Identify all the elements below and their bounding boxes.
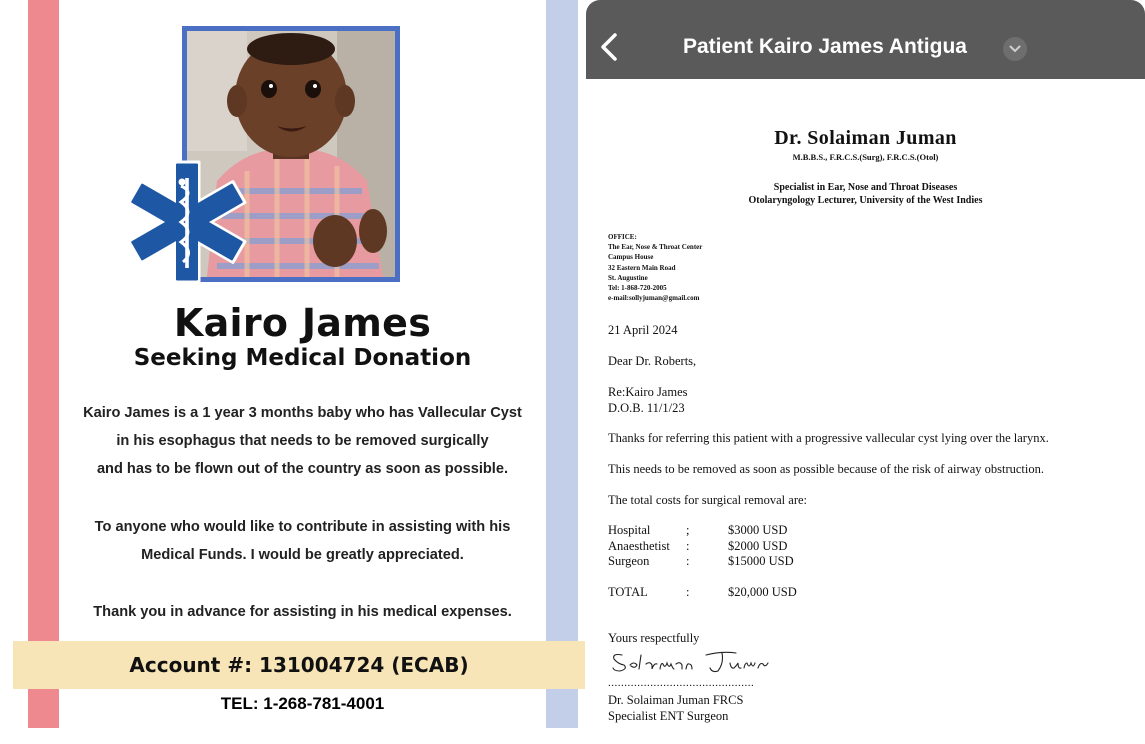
- body-line: To anyone who would like to contribute in assisting with his: [94, 519, 511, 535]
- total-cost-table: [608, 585, 797, 601]
- office-line: 32 Eastern Main Road: [608, 263, 676, 272]
- appeal-paragraph: [59, 513, 546, 569]
- office-line: Tel: 1-868-720-2005: [608, 284, 667, 293]
- cost-separator: :: [686, 554, 690, 568]
- letter-date: 21 April 2024: [608, 323, 678, 337]
- closing: Yours respectfully: [608, 631, 700, 645]
- letter-paragraph: Thanks for referring this patient with a progressive vallecular cyst lying over the larynx.: [608, 431, 1049, 445]
- chevron-down-icon: [1009, 45, 1021, 53]
- total-amount: $20,000 USD: [728, 585, 797, 599]
- letter-paragraph: The total costs for surgical removal are:: [608, 493, 808, 507]
- cost-amount: $2000 USD: [728, 538, 788, 553]
- office-line: OFFICE:: [608, 233, 637, 241]
- donation-subtitle: Seeking Medical Donation: [133, 345, 472, 371]
- telephone-number: TEL: 1-268-781-4001: [220, 694, 385, 713]
- body-line: Kairo James is a 1 year 3 months baby who has Vallecular Cyst: [83, 405, 522, 421]
- office-line: St. Augustine: [608, 273, 648, 282]
- star-of-life-icon: [122, 160, 252, 284]
- document-viewer: [586, 0, 1145, 744]
- office-line: Campus House: [608, 253, 654, 262]
- regarding-line: Re:Kairo James: [608, 385, 688, 399]
- letter-paragraph: This needs to be removed as soon as possible because of the risk of airway obstruction.: [608, 462, 1045, 476]
- back-arrow-icon: [599, 32, 619, 62]
- total-separator: :: [686, 585, 690, 599]
- account-number-banner: Account #: 131004724 (ECAB): [13, 641, 585, 689]
- referral-letter: [586, 79, 1145, 744]
- cost-separator: :: [686, 538, 690, 553]
- body-line: Medical Funds. I would be greatly appreciated.: [141, 547, 464, 563]
- signature-line: .............................................: [608, 677, 755, 689]
- back-button[interactable]: [594, 28, 624, 66]
- salutation: Dear Dr. Roberts,: [608, 354, 697, 368]
- title-menu-button[interactable]: [1003, 37, 1027, 61]
- date-of-birth: D.O.B. 11/1/23: [608, 401, 685, 415]
- viewer-titlebar: [586, 0, 1145, 79]
- cost-row: [608, 523, 794, 539]
- cost-separator: ;: [686, 523, 690, 537]
- total-label: TOTAL: [608, 585, 648, 599]
- condition-paragraph: [59, 399, 546, 483]
- document-title: Patient Kairo James Antigua: [683, 35, 967, 58]
- office-line: e-mail:sollyjuman@gmail.com: [608, 294, 700, 303]
- total-row: [608, 585, 797, 601]
- patient-name-heading: Kairo James: [173, 301, 432, 345]
- cost-row: [608, 554, 794, 570]
- cost-table: [608, 523, 794, 570]
- signatory-title: Specialist ENT Surgeon: [608, 709, 729, 723]
- doctor-specialty: Specialist in Ear, Nose and Throat Diseases: [773, 182, 958, 193]
- blue-border-stripe: [546, 0, 578, 728]
- cost-label: Surgeon: [608, 554, 650, 568]
- cost-amount: $15000 USD: [728, 554, 794, 568]
- doctor-lectureship: Otolaryngology Lecturer, University of the West Indies: [748, 195, 983, 206]
- cost-label: Anaesthetist: [608, 538, 670, 553]
- office-line: The Ear, Nose & Throat Center: [608, 243, 703, 252]
- cost-label: Hospital: [608, 523, 651, 537]
- signatory-name: Dr. Solaiman Juman FRCS: [608, 693, 744, 707]
- office-address-block: [608, 232, 702, 303]
- cost-row: [608, 539, 794, 555]
- doctor-name: Dr. Solaiman Juman: [774, 127, 957, 149]
- pink-border-stripe: [28, 0, 59, 728]
- body-line: Thank you in advance for assisting in his medical expenses.: [93, 604, 512, 620]
- thanks-paragraph: [59, 598, 546, 626]
- cost-amount: $3000 USD: [728, 523, 788, 537]
- handwritten-signature: [610, 647, 780, 677]
- body-line: in his esophagus that needs to be removed surgically: [116, 433, 489, 449]
- body-line: and has to be flown out of the country as soon as possible.: [96, 461, 509, 477]
- doctor-qualifications: M.B.B.S., F.R.C.S.(Surg), F.R.C.S.(Otol): [792, 152, 939, 162]
